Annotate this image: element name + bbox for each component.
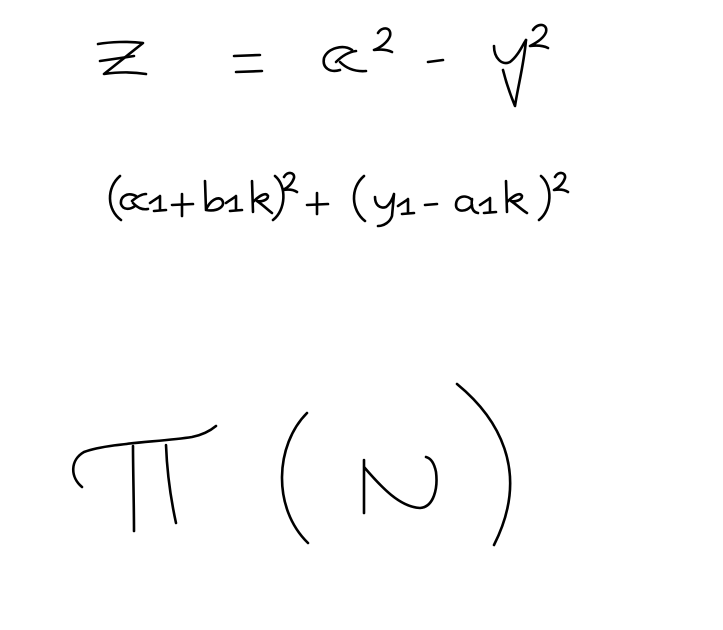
glyph-equals <box>234 55 262 72</box>
glyph-subscript-1-b <box>226 196 242 211</box>
equation-1-strokes <box>98 25 548 106</box>
glyph-N <box>364 457 436 513</box>
glyph-superscript-2-b <box>530 25 548 48</box>
glyph-k-a <box>252 181 272 213</box>
glyph-paren-close-a <box>273 176 283 220</box>
glyph-pi-bar <box>73 426 216 487</box>
glyph-big-paren-open <box>282 413 308 543</box>
glyph-superscript-2-d <box>554 173 568 192</box>
glyph-superscript-2-c <box>283 173 297 192</box>
glyph-subscript-1-a <box>150 196 166 211</box>
glyph-plus-b <box>307 193 328 214</box>
glyph-k-b <box>506 181 527 213</box>
glyph-b <box>205 181 223 210</box>
glyph-minus <box>428 60 443 62</box>
glyph-paren-open-b <box>354 176 365 221</box>
glyph-paren-close-b <box>539 176 549 220</box>
glyph-subscript-1-c <box>398 199 414 214</box>
equation-3-strokes <box>73 384 510 545</box>
equation-2-strokes <box>110 173 568 226</box>
glyph-x-small <box>121 194 148 209</box>
glyph-superscript-2-a <box>374 28 392 52</box>
glyph-paren-open-a <box>110 176 121 220</box>
glyph-a <box>456 197 478 213</box>
glyph-pi-right-leg <box>166 445 176 523</box>
glyph-pi-left-leg <box>133 446 134 531</box>
glyph-minus-b <box>425 204 437 205</box>
glyph-y <box>494 40 526 106</box>
glyph-z <box>98 42 146 74</box>
glyph-x <box>324 47 366 71</box>
glyph-plus-a <box>172 194 193 216</box>
glyph-y-small <box>375 194 394 226</box>
glyph-big-paren-close <box>457 384 510 545</box>
glyph-subscript-1-d <box>480 198 496 213</box>
